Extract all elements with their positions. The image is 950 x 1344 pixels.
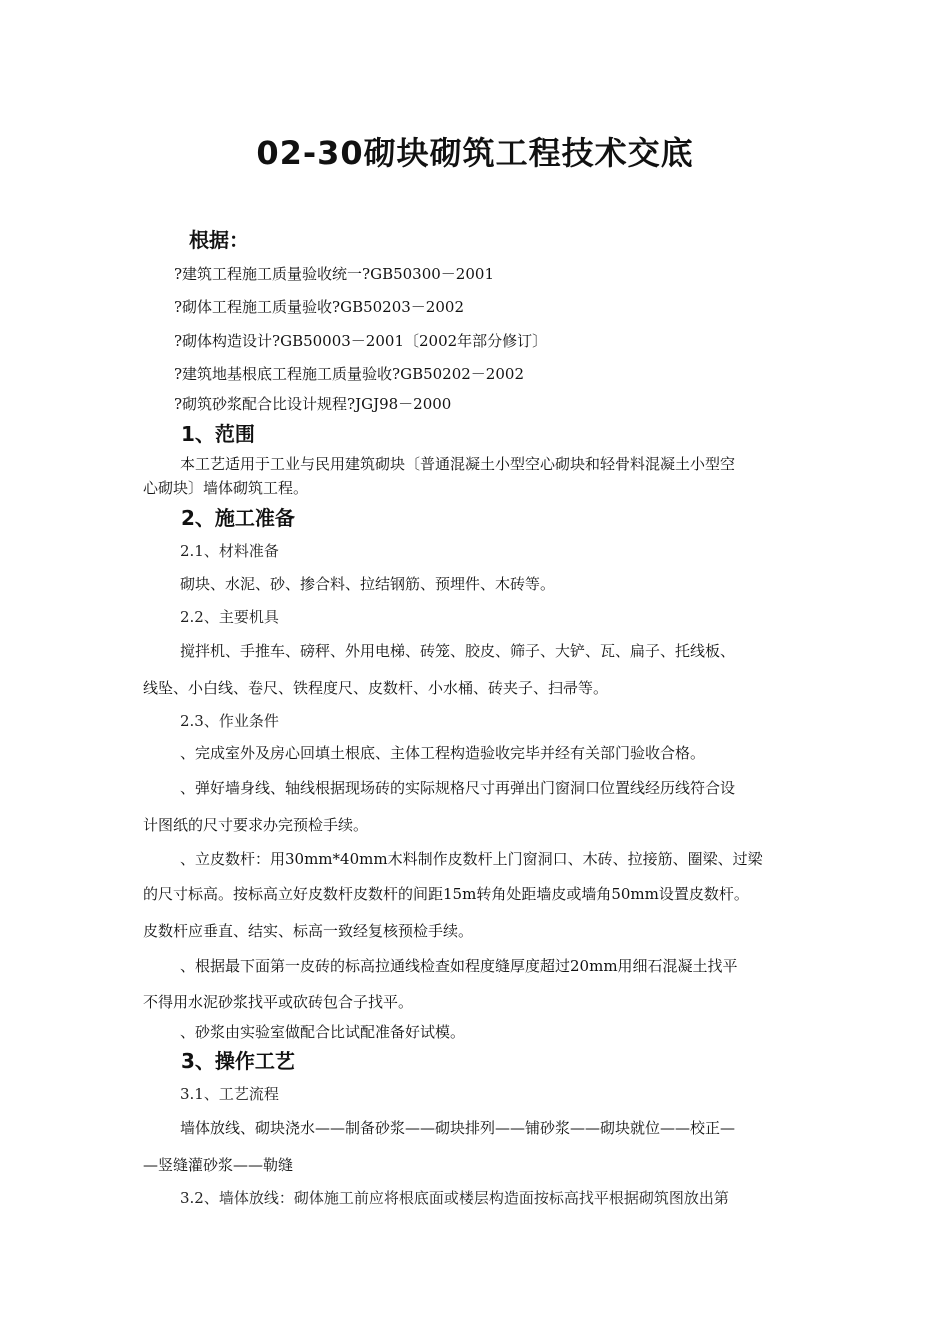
- paragraph-line: 、砂浆由实验室做配合比试配准备好试模。: [180, 1023, 466, 1041]
- reference-item: ?砌体工程施工质量验收?GB50203－2002: [174, 298, 464, 316]
- paragraph-line: 的尺寸标高。按标高立好皮数杆皮数杆的间距15m转角处距墙皮或墙角50mm设置皮数杆。: [143, 885, 749, 903]
- paragraph-line: 3.2、墙体放线：砌体施工前应将根底面或楼层构造面按标高找平根据砌筑图放出第: [180, 1189, 729, 1207]
- paragraph-line: 、立皮数杆：用30mm*40mm木料制作皮数杆上门窗洞口、木砖、拉接筋、圈梁、过梁: [180, 850, 763, 868]
- paragraph-line: 搅拌机、手推车、磅秤、外用电梯、砖笼、胶皮、筛子、大铲、瓦、扁子、托线板、: [180, 642, 736, 660]
- reference-item: ?砌体构造设计?GB50003－2001〔2002年部分修订〕: [174, 332, 548, 350]
- paragraph-line: 、完成室外及房心回填土根底、主体工程构造验收完毕并经有关部门验收合格。: [180, 744, 706, 762]
- reference-item: ?建筑地基根底工程施工质量验收?GB50202－2002: [174, 365, 524, 383]
- subsection-heading: 3.1、工艺流程: [180, 1085, 279, 1103]
- paragraph-line: 本工艺适用于工业与民用建筑砌块〔普通混凝土小型空心砌块和轻骨料混凝土小型空: [180, 455, 736, 473]
- paragraph-line: 、弹好墙身线、轴线根据现场砖的实际规格尺寸再弹出门窗洞口位置线经历线符合设: [180, 779, 736, 797]
- section-heading-process: 3、操作工艺: [181, 1049, 295, 1073]
- paragraph-line: 心砌块〕墙体砌筑工程。: [143, 479, 309, 497]
- paragraph-line: 、根据最下面第一皮砖的标高拉通线检查如程度缝厚度超过20mm用细石混凝土找平: [180, 957, 738, 975]
- subsection-heading: 2.2、主要机具: [180, 608, 279, 626]
- subsection-heading: 2.1、材料准备: [180, 542, 279, 560]
- section-heading-preparation: 2、施工准备: [181, 506, 295, 530]
- paragraph-line: 皮数杆应垂直、结实、标高一致经复核预检手续。: [143, 922, 474, 940]
- paragraph-line: 墙体放线、砌块浇水——制备砂浆——砌块排列——铺砂浆——砌块就位——校正—: [180, 1119, 736, 1137]
- paragraph-line: 计图纸的尺寸要求办完预检手续。: [143, 816, 369, 834]
- reference-item: ?建筑工程施工质量验收统一?GB50300－2001: [174, 265, 494, 283]
- section-heading-scope: 1、范围: [181, 422, 255, 446]
- reference-item: ?砌筑砂浆配合比设计规程?JGJ98－2000: [174, 395, 452, 413]
- subsection-heading: 2.3、作业条件: [180, 712, 279, 730]
- basis-heading: 根据：: [189, 228, 249, 252]
- document-title: 02-30砌块砌筑工程技术交底: [256, 134, 694, 172]
- paragraph-line: —竖缝灌砂浆——勒缝: [143, 1156, 294, 1174]
- paragraph-line: 线坠、小白线、卷尺、铁程度尺、皮数杆、小水桶、砖夹子、扫帚等。: [143, 679, 609, 697]
- paragraph-line: 砌块、水泥、砂、掺合料、拉结钢筋、预埋件、木砖等。: [180, 575, 556, 593]
- paragraph-line: 不得用水泥砂浆找平或砍砖包合子找平。: [143, 993, 414, 1011]
